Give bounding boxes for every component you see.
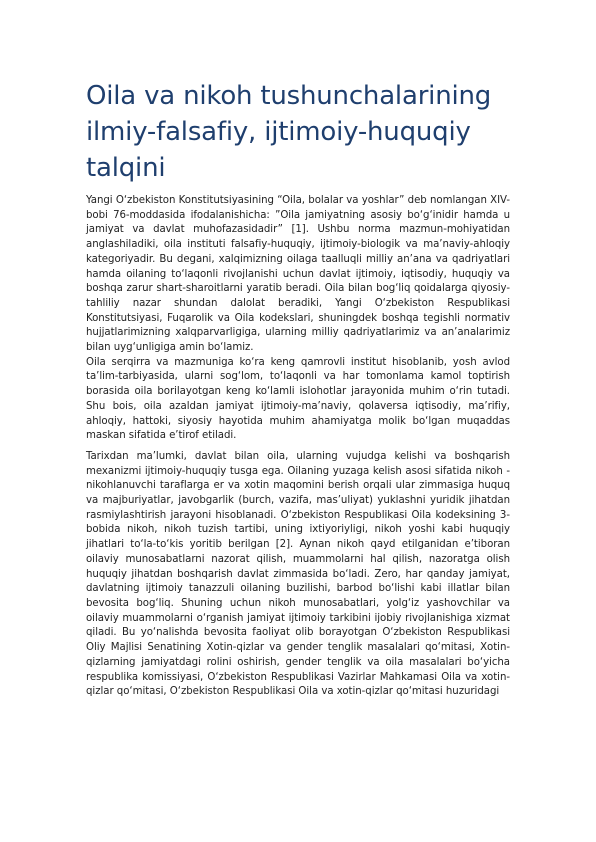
document-body [86, 78, 510, 700]
paragraph-constitution: Yangi O‘zbekiston Konstitutsiyasining “Oila, bolalar va yoshlar” deb nomlangan XIV-bobi 76-moddasida ifodalanishicha: ”Oila jamiyatning asosiy bo‘g‘inidir hamda u jamiyat va davlat muhofazasidadir” [1]. Ushbu norma mazmun-mohiyatidan anglashiladiki, oila instituti falsafiy-huquqiy, ijtimoiy-biologik va ma’naviy-ahloqiy kategoriyadir. Bu degani, xalqimizning oilaga taalluqli milliy an’ana va qadriyatlari hamda oilaning to‘laqonli rivojlanishi uchun davlat ijtimoiy, iqtisodiy, huquqiy va boshqa zarur shart-sharoitlarni yaratib beradi. Oila bilan bog‘liq qoidalarga qiyosiy-tahliliy nazar shundan dalolat beradiki, Yangi O‘zbekiston Respublikasi Konstitutsiyasi, Fuqarolik va Oila kodekslari, shuningdek boshqa tegishli normativ hujjatlarimizning xalqparvarligiga, ularning milliy qadriyatlarimiz va an’analarimiz bilan uyg‘unligiga amin bo‘lamiz. [86, 195, 510, 354]
paragraph-family-institution: Oila serqirra va mazmuniga ko‘ra keng qamrovli institut hisoblanib, yosh avlod ta’lim-tarbiyasida, ularni sog‘lom, to‘laqonli va har tomonlama kamol toptirish borasida oila borilayotgan keng ko‘lamli islohotlar jarayonida muhim o‘rin tutadi. Shu bois, oila azaldan jamiyat ijtimoiy-ma’naviy, qolaversa iqtisodiy, ma’rifiy, ahloqiy, hattoki, siyosiy hayotida muhim ahamiyatga molik bo‘lgan muqaddas maskan sifatida e’tirof etiladi. [86, 356, 510, 442]
document-title: Oila va nikoh tushunchalarining ilmiy-falsafiy, ijtimoiy-huquqiy talqini [86, 81, 492, 183]
paragraph-history: Tarixdan ma’lumki, davlat bilan oila, ularning vujudga kelishi va boshqarish mexanizmi ijtimoiy-huquqiy tusga ega. Oilaning yuzaga kelish asosi sifatida nikoh - nikohlanuvchi taraflarga er va xotin maqomini berish orqali ular zimmasiga huquq va majburiyatlar, javobgarlik (burch, vazifa, mas’uliyat) yuklashni yuridik jihatdan rasmiylashtirish jarayoni hisoblanadi. O‘zbekiston Respublikasi Oila kodeksining 3-bobida nikoh, nikoh tuzish tartibi, uning ixtiyoriyligi, nikoh yoshi kabi huquqiy jihatlari to‘la-to‘kis yoritib berilgan [2]. Aynan nikoh qayd etilganidan e’tiboran oilaviy munosabatlarni nazorat qilish, muammolarni hal qilish, nazoratga olish huquqiy jihatdan boshqarish davlat zimmasida bo‘ladi. Zero, har qanday jamiyat, davlatning ijtimoiy tanazzuli oilaning buzilishi, barbod bo‘lishi kabi illatlar bilan bevosita bog‘liq. Shuning uchun nikoh munosabatlari, yolg‘iz yashovchilar va oilaviy muammolarni o‘rganish jamiyat ijtimoiy tarkibini ijobiy rivojlanishiga xizmat qiladi. Bu yo‘nalishda bevosita faoliyat olib borayotgan O‘zbekiston Respublikasi Oliy Majlisi Senatining Xotin-qizlar va gender tenglik masalalari qo‘mitasi, Xotin-qizlarning jamiyatdagi rolini oshirish, gender tenglik va oila masalalari bo‘yicha respublika komissiyasi, O‘zbekiston Respublikasi Vazirlar Mahkamasi Oila va xotin-qizlar qo‘mitasi, O‘zbekiston Respublikasi Oila va xotin-qizlar qo‘mitasi huzuridagi [86, 450, 510, 698]
